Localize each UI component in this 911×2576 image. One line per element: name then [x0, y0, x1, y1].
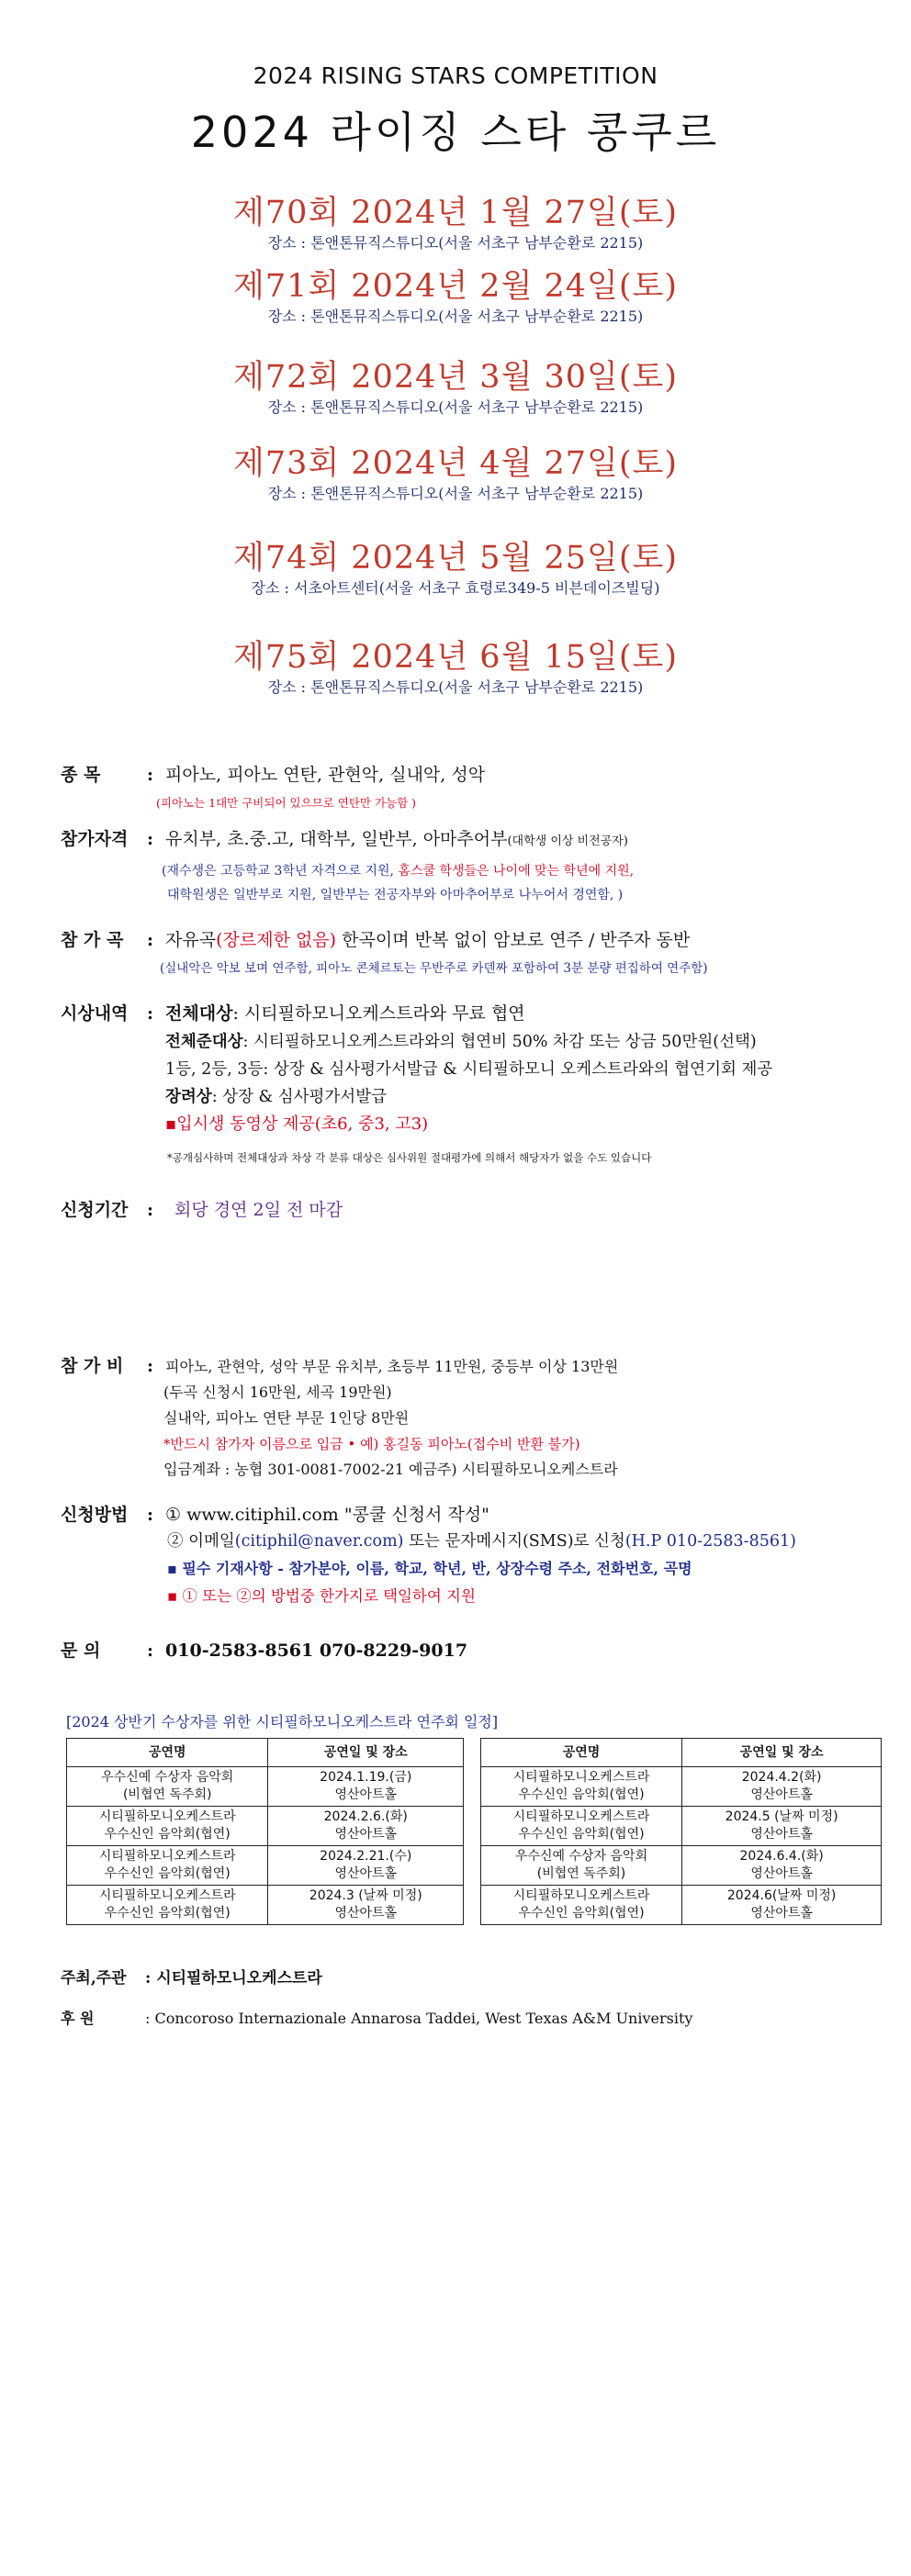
table-cell [480, 1886, 681, 1925]
cell-line: 우수신인 음악회(협연) [518, 1906, 645, 1921]
eligibility-value: 유치부, 초.중.고, 대학부, 일반부, 아마추어부 [165, 829, 508, 849]
colon: : [147, 1641, 154, 1661]
table-cell [480, 1846, 681, 1886]
cell-line: 시티필하모니오케스트라 [512, 1809, 650, 1824]
colon: : [147, 1200, 154, 1220]
schedule-title: [2024 상반기 수상자를 위한 시티필하모니오케스트라 연주회 일정] [66, 1713, 499, 1730]
cell-line: 2024.1.19.(금) [320, 1770, 412, 1785]
table-row [67, 1767, 882, 1807]
fee-line-3: 실내악, 피아노 연탄 부문 1인당 8만원 [163, 1409, 410, 1427]
apply-line-4: ▪ ① 또는 ②의 방법중 한가지로 택일하여 지원 [167, 1587, 476, 1605]
awards-video: ▪입시생 동영상 제공(초6, 중3, 고3) [165, 1114, 429, 1134]
awards-semi [165, 1030, 757, 1054]
fee-line-4: *반드시 참가자 이름으로 입금 • 예) 홍길동 피아노(접수비 반환 불가) [163, 1436, 580, 1452]
apply-phone: (H.P 010-2583-8561) [624, 1532, 796, 1551]
cell-line: 영산아트홀 [750, 1787, 813, 1802]
cell-line: 우수신인 음악회(협연) [104, 1906, 231, 1921]
period-value: 회당 경연 2일 전 마감 [174, 1200, 343, 1220]
awards-encourage-label: 장려상 [165, 1088, 212, 1106]
event-72 [0, 357, 911, 418]
table-cell [682, 1846, 882, 1886]
awards-grand-text: : 시티필하모니오케스트라와 무료 협연 [232, 1003, 525, 1024]
cell-line: (비협연 독주회) [122, 1787, 212, 1802]
apply-row [61, 1502, 489, 1528]
awards-semi-text: : 시티필하모니오케스트라와의 협연비 50% 차감 또는 상금 50만원(선택) [242, 1033, 757, 1051]
category-label: 종 목 [61, 765, 101, 785]
cell-line: 영산아트홀 [334, 1906, 398, 1921]
apply-line-3: ▪ 필수 기재사항 - 참가분야, 이름, 학교, 학년, 반, 상장수령 주소, 전화번호, 곡명 [167, 1560, 692, 1577]
table-gap [464, 1767, 481, 1807]
table-cell [682, 1886, 882, 1925]
event-date: 제74회 2024년 5월 25일(토) [233, 540, 678, 577]
table-row [67, 1886, 882, 1925]
host-row [61, 1965, 322, 1988]
period-label: 신청기간 [61, 1200, 129, 1220]
contact-row [61, 1638, 467, 1663]
fee-label: 참 가 비 [61, 1356, 124, 1376]
contact-value: 010-2583-8561 070-8229-9017 [165, 1641, 468, 1661]
table-gap [464, 1807, 481, 1846]
colon: : [147, 829, 154, 849]
schedule-header-row [67, 1739, 882, 1767]
header-cell: 공연명 [480, 1739, 681, 1767]
event-date: 제70회 2024년 1월 27일(토) [233, 195, 678, 231]
colon: : [147, 1356, 154, 1376]
awards-places: 1등, 2등, 3등: 상장 & 심사평가서발급 & 시티필하모니 오케스트라와의 협연기회 제공 [165, 1060, 773, 1079]
eligibility-note-1b: 홈스쿨 학생들은 나이에 맞는 학년에 지원, [398, 864, 635, 879]
apply-email-link[interactable]: (citiphil@naver.com) [234, 1532, 404, 1551]
schedule-table [66, 1738, 882, 1925]
eligibility-row [61, 826, 628, 855]
awards-label: 시상내역 [61, 1003, 129, 1024]
table-cell [268, 1807, 464, 1846]
pieces-row [61, 927, 690, 953]
cell-line: 시티필하모니오케스트라 [98, 1809, 236, 1824]
colon: : [147, 1505, 154, 1525]
cell-line: 2024.6.4.(화) [739, 1849, 824, 1864]
cell-line: 2024.4.2(화) [741, 1770, 822, 1785]
table-cell [67, 1886, 268, 1925]
table-cell [480, 1767, 681, 1807]
table-gap [464, 1886, 481, 1925]
event-venue: 장소 : 서초아트센터(서울 서초구 효령로349-5 비븐데이즈빌딩) [251, 579, 660, 597]
pieces-value-a: 자유곡 [165, 930, 217, 950]
cell-line: 2024.2.6.(화) [323, 1809, 408, 1824]
pieces-label: 참 가 곡 [61, 930, 124, 950]
category-value: 피아노, 피아노 연탄, 관현악, 실내악, 성악 [165, 765, 486, 785]
event-venue: 장소 : 톤앤톤뮤직스튜디오(서울 서초구 남부순환로 2215) [267, 678, 644, 696]
awards-row [61, 1001, 525, 1026]
fee-row [61, 1353, 618, 1380]
category-note: (피아노는 1대만 구비되어 있으므로 연탄만 가능함 ) [156, 796, 417, 810]
event-date: 제75회 2024년 6월 15일(토) [233, 639, 678, 676]
category-row [61, 762, 485, 788]
table-cell [268, 1767, 464, 1807]
table-gap [464, 1739, 481, 1767]
cell-line: 우수신예 수상자 음악회 [101, 1770, 234, 1785]
pieces-value-b: (장르제한 없음) [216, 930, 337, 950]
eligibility-note-2: 대학원생은 일반부로 지원, 일반부는 전공자부와 아마추어부로 나누어서 경연함, ) [167, 888, 624, 902]
sponsor-value: : Concoroso Internazionale Annarosa Taddei, West Texas A&M University [145, 2010, 693, 2027]
event-date: 제71회 2024년 2월 24일(토) [233, 268, 678, 305]
event-70 [0, 193, 911, 253]
table-cell [67, 1767, 268, 1807]
cell-line: 영산아트홀 [750, 1906, 813, 1921]
awards-semi-label: 전체준대상 [165, 1033, 243, 1051]
cell-line: 영산아트홀 [334, 1827, 398, 1842]
cell-line: 영산아트홀 [750, 1827, 813, 1842]
event-venue: 장소 : 톤앤톤뮤직스튜디오(서울 서초구 남부순환로 2215) [267, 234, 644, 252]
awards-encourage [165, 1085, 387, 1109]
table-cell [268, 1886, 464, 1925]
cell-line: 영산아트홀 [334, 1866, 398, 1881]
event-74 [0, 538, 911, 599]
cell-line: 우수신인 음악회(협연) [518, 1827, 645, 1842]
cell-line: 시티필하모니오케스트라 [98, 1888, 236, 1903]
event-75 [0, 637, 911, 698]
cell-line: 2024.5 (날짜 미정) [725, 1809, 838, 1824]
awards-encourage-text: : 상장 & 심사평가서발급 [211, 1088, 388, 1106]
apply-line-2 [167, 1529, 796, 1553]
cell-line: 영산아트홀 [334, 1787, 398, 1802]
apply-email-prefix: ② 이메일 [167, 1532, 235, 1551]
table-cell [67, 1807, 268, 1846]
event-venue: 장소 : 톤앤톤뮤직스튜디오(서울 서초구 남부순환로 2215) [267, 485, 644, 502]
cell-line: 우수신인 음악회(협연) [518, 1787, 645, 1802]
header-cell: 공연일 및 장소 [682, 1739, 882, 1767]
cell-line: 2024.6(날짜 미정) [726, 1888, 837, 1903]
host-value: : 시티필하모니오케스트라 [145, 1969, 322, 1988]
event-73 [0, 443, 911, 504]
fee-line-1: 피아노, 관현악, 성악 부문 유치부, 초등부 11만원, 중등부 이상 13만원 [165, 1358, 619, 1375]
eligibility-label: 참가자격 [61, 829, 129, 849]
table-cell [268, 1846, 464, 1886]
fee-line-2: (두곡 신청시 16만원, 세곡 19만원) [163, 1383, 392, 1401]
apply-line-1: ① www.citiphil.com "콩쿨 신청서 작성" [165, 1505, 489, 1525]
cell-line: 2024.2.21.(수) [320, 1849, 412, 1864]
cell-line: 2024.3 (날짜 미정) [309, 1888, 422, 1903]
awards-grand-label: 전체대상 [165, 1003, 233, 1024]
pieces-note: (실내악은 악보 보며 연주함, 피아노 콘체르토는 무반주로 카덴짜 포함하여 3분 분량 편집하여 연주함) [160, 961, 708, 976]
eligibility-note-1a: (재수생은 고등학교 3학년 자격으로 지원, [162, 864, 399, 879]
cell-line: 시티필하모니오케스트라 [98, 1849, 236, 1864]
event-venue: 장소 : 톤앤톤뮤직스튜디오(서울 서초구 남부순환로 2215) [267, 308, 644, 325]
eligibility-note-1 [162, 861, 634, 881]
period-row [61, 1197, 343, 1223]
table-row [67, 1846, 882, 1886]
table-gap [464, 1846, 481, 1886]
colon: : [147, 930, 154, 950]
fee-account: 입금계좌 : 농협 301-0081-7002-21 예금주) 시티필하모니오케스트라 [163, 1461, 618, 1478]
cell-line: 우수신예 수상자 음악회 [514, 1849, 648, 1864]
table-cell [67, 1846, 268, 1886]
cell-line: 우수신인 음악회(협연) [104, 1827, 231, 1842]
table-row [67, 1807, 882, 1846]
eligibility-value-small: (대학생 이상 비전공자) [507, 834, 628, 848]
table-cell [682, 1807, 882, 1846]
event-71 [0, 266, 911, 327]
event-date: 제73회 2024년 4월 27일(토) [233, 445, 678, 482]
table-cell [480, 1807, 681, 1846]
event-date: 제72회 2024년 3월 30일(토) [233, 359, 678, 396]
header-cell: 공연일 및 장소 [268, 1739, 464, 1767]
colon: : [147, 765, 154, 785]
cell-line: 영산아트홀 [750, 1866, 813, 1881]
table-cell [682, 1767, 882, 1807]
event-venue: 장소 : 톤앤톤뮤직스튜디오(서울 서초구 남부순환로 2215) [267, 398, 644, 416]
cell-line: 시티필하모니오케스트라 [512, 1770, 650, 1785]
cell-line: 시티필하모니오케스트라 [512, 1888, 650, 1903]
colon: : [147, 1003, 154, 1024]
contact-label: 문 의 [61, 1641, 101, 1661]
host-label: 주최,주관 [61, 1969, 127, 1988]
cell-line: (비협연 독주회) [536, 1866, 626, 1881]
apply-email-mid: 또는 문자메시지(SMS)로 신청 [403, 1532, 625, 1551]
pieces-value-c: 한곡이며 반복 없이 암보로 연주 / 반주자 동반 [336, 930, 691, 950]
title-korean: 2024 라이징 스타 콩쿠르 [190, 107, 721, 157]
header-cell: 공연명 [67, 1739, 268, 1767]
cell-line: 우수신인 음악회(협연) [104, 1866, 231, 1881]
awards-footnote: *공개심사하며 전체대상과 차상 각 분류 대상은 심사위원 절대평가에 의해서 해당자가 없을 수도 있습니다 [167, 1151, 652, 1164]
title-english: 2024 RISING STARS COMPETITION [253, 62, 658, 89]
sponsor-row [61, 2007, 692, 2028]
apply-label: 신청방법 [61, 1505, 129, 1525]
sponsor-label: 후 원 [61, 2010, 95, 2027]
